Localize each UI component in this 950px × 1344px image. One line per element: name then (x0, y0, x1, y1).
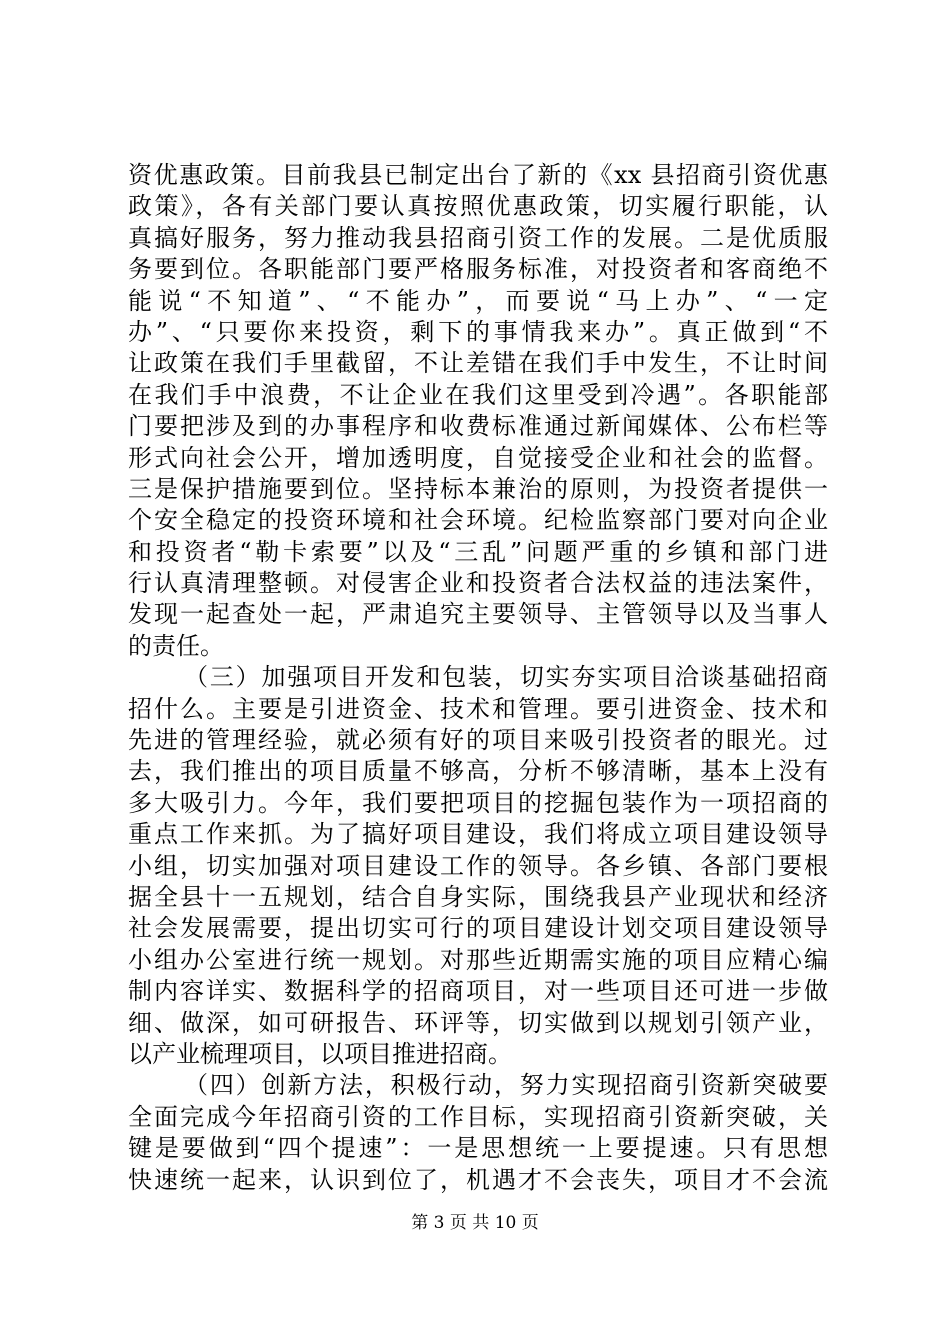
text-line: 招什么。主要是引进资金、技术和管理。要引进资金、技术和 (128, 694, 828, 723)
text-line: 真搞好服务，努力推动我县招商引资工作的发展。二是优质服 (128, 223, 828, 252)
text-line: 发现一起查处一起，严肃追究主要领导、主管领导以及当事人 (128, 600, 828, 629)
text-line: 社会发展需要，提出切实可行的项目建设计划交项目建设领导 (128, 914, 828, 943)
text-line: 办”、“只要你来投资，剩下的事情我来办”。真正做到“不 (128, 317, 828, 346)
text-line: 制内容详实、数据科学的招商项目，对一些项目还可进一步做 (128, 977, 828, 1006)
text-line: 以产业梳理项目，以项目推进招商。 (128, 1039, 512, 1068)
text-line: 让政策在我们手里截留，不让差错在我们手中发生，不让时间 (128, 349, 828, 378)
text-line: 据全县十一五规划，结合自身实际，围绕我县产业现状和经济 (128, 882, 828, 911)
text-line: 小组，切实加强对项目建设工作的领导。各乡镇、各部门要根 (128, 851, 828, 880)
page-footer: 第 3 页 共 10 页 (411, 1213, 539, 1233)
text-line: 能说“不知道”、“不能办”，而要说“马上办”、“一定 (128, 286, 828, 315)
text-line: 三是保护措施要到位。坚持标本兼治的原则，为投资者提供一 (128, 474, 828, 503)
text-line: 务要到位。各职能部门要严格服务标准，对投资者和客商绝不 (128, 255, 828, 284)
text-line: （四）创新方法，积极行动，努力实现招商引资新突破要 (184, 1071, 828, 1100)
text-line: 的责任。 (128, 631, 224, 660)
text-line: 个安全稳定的投资环境和社会环境。纪检监察部门要对向企业 (128, 506, 828, 535)
text-line: 快速统一起来，认识到位了，机遇才不会丧失，项目才不会流 (128, 1165, 828, 1194)
text-line: 形式向社会公开，增加透明度，自觉接受企业和社会的监督。 (128, 443, 828, 472)
text-line: 细、做深，如可研报告、环评等，切实做到以规划引领产业， (128, 1008, 828, 1037)
text-line: 去，我们推出的项目质量不够高，分析不够清晰，基本上没有 (128, 757, 828, 786)
text-line: 行认真清理整顿。对侵害企业和投资者合法权益的违法案件， (128, 569, 828, 598)
text-line: 小组办公室进行统一规划。对那些近期需实施的项目应精心编 (128, 945, 828, 974)
text-line: 政策》，各有关部门要认真按照优惠政策，切实履行职能，认 (128, 192, 828, 221)
text-line: （三）加强项目开发和包装，切实夯实项目洽谈基础招商 (184, 663, 828, 692)
text-line: 键是要做到“四个提速”：一是思想统一上要提速。只有思想 (128, 1134, 828, 1163)
text-line: 门要把涉及到的办事程序和收费标准通过新闻媒体、公布栏等 (128, 412, 828, 441)
text-line: 多大吸引力。今年，我们要把项目的挖掘包装作为一项招商的 (128, 788, 828, 817)
text-line: 在我们手中浪费，不让企业在我们这里受到冷遇”。各职能部 (128, 380, 828, 409)
text-line: 重点工作来抓。为了搞好项目建设，我们将成立项目建设领导 (128, 820, 828, 849)
document-body (128, 160, 828, 1196)
text-line: 全面完成今年招商引资的工作目标，实现招商引资新突破，关 (128, 1102, 828, 1131)
text-line: 先进的管理经验，就必须有好的项目来吸引投资者的眼光。过 (128, 726, 828, 755)
text-line: 资优惠政策。目前我县已制定出台了新的《xx 县招商引资优惠 (128, 161, 828, 189)
text-line: 和投资者“勒卡索要”以及“三乱”问题严重的乡镇和部门进 (128, 537, 828, 566)
